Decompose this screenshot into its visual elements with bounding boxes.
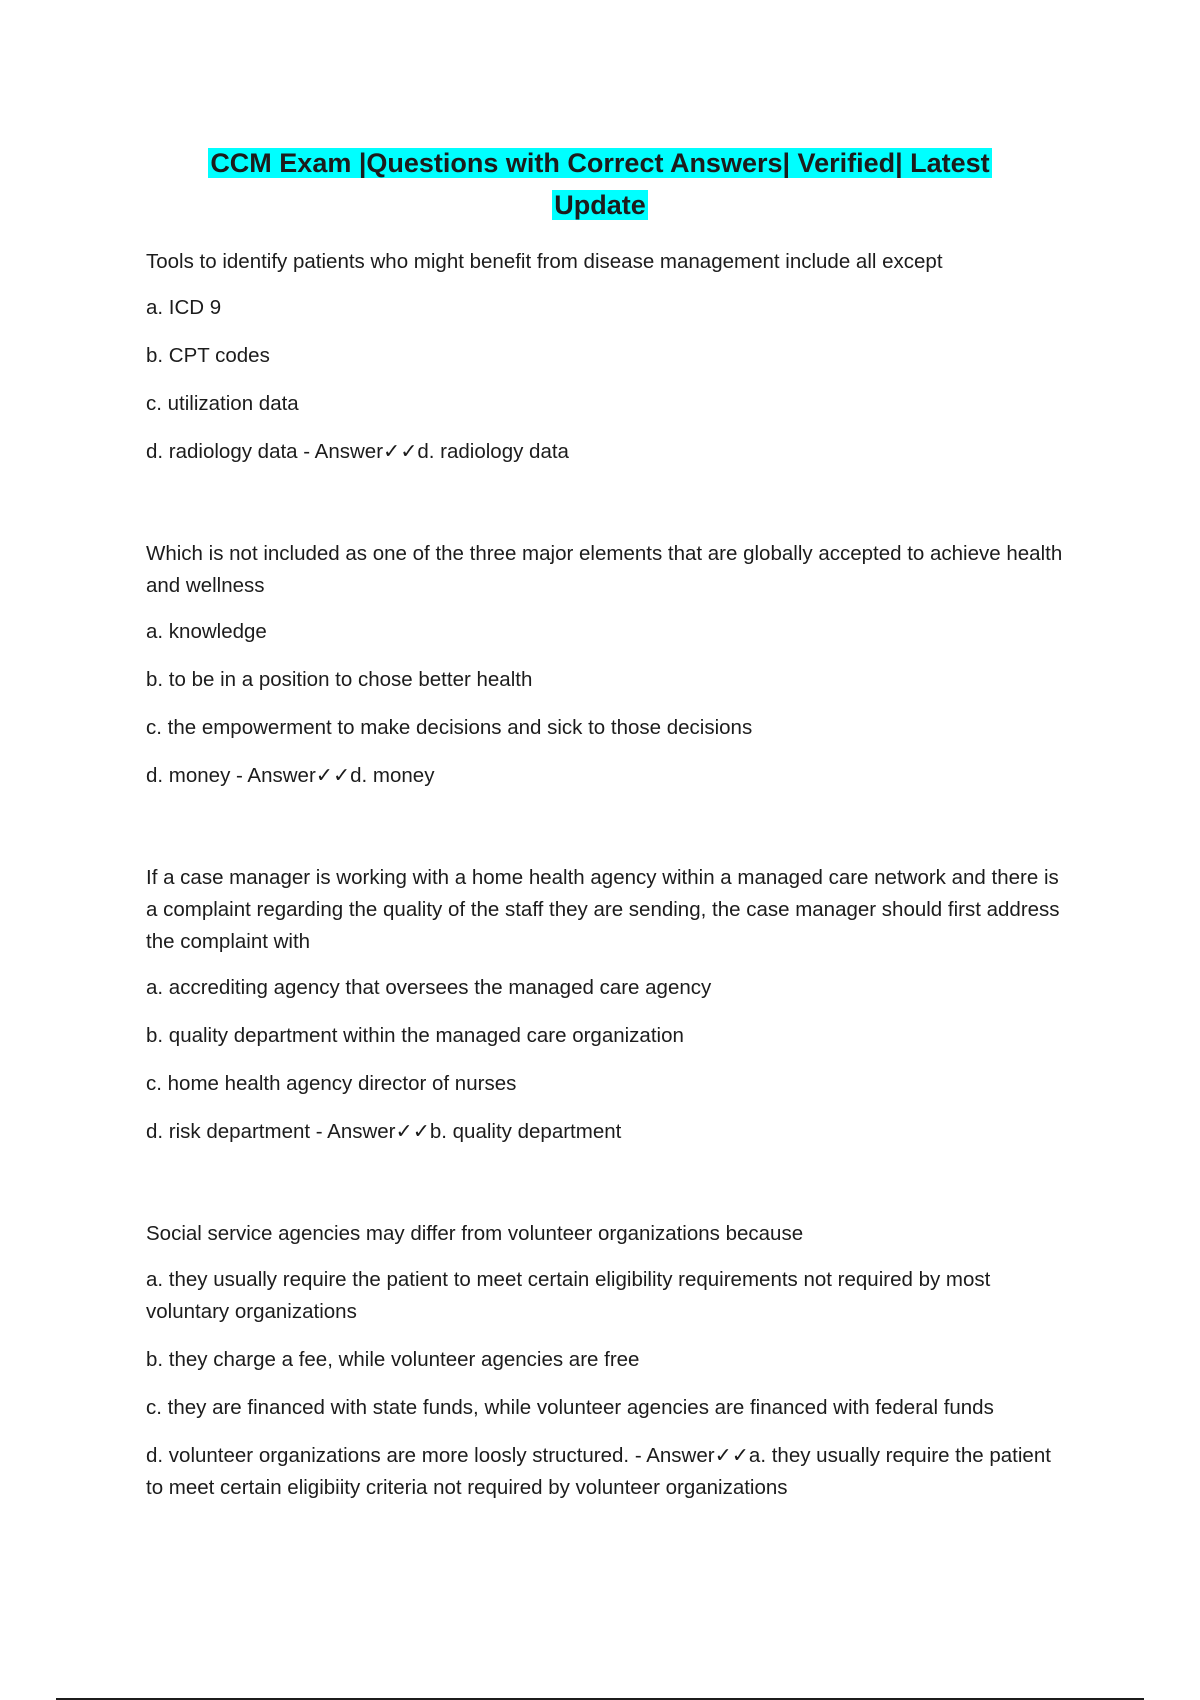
spacer	[146, 1164, 1066, 1218]
spacer	[146, 808, 1066, 862]
answer-option: c. they are financed with state funds, while volunteer agencies are financed with federal funds	[146, 1396, 994, 1419]
question-block	[146, 862, 1066, 1148]
answer-option: b. CPT codes	[146, 344, 270, 367]
questions-content	[146, 246, 1066, 1520]
answer-option-with-answer: d. risk department - Answer✓✓b. quality department	[146, 1120, 622, 1143]
answer-option-with-answer: d. money - Answer✓✓d. money	[146, 764, 435, 787]
answer-option: b. to be in a position to chose better health	[146, 668, 533, 691]
answer-option: a. ICD 9	[146, 296, 222, 319]
question-stem: Which is not included as one of the three major elements that are globally accepted to achieve health and wellness	[146, 542, 1063, 597]
answer-option: b. quality department within the managed care organization	[146, 1024, 684, 1047]
answer-option: a. knowledge	[146, 620, 267, 643]
answer-option-with-answer: d. volunteer organizations are more loosly structured. - Answer✓✓a. they usually require the patient to meet certain eligibiity criteria not required by volunteer organizations	[146, 1444, 1051, 1499]
question-block	[146, 538, 1066, 792]
answer-option: a. they usually require the patient to meet certain eligibility requirements not required by most voluntary organizations	[146, 1268, 991, 1323]
title-line-1: CCM Exam |Questions with Correct Answers| Verified| Latest	[210, 148, 990, 178]
answer-option: c. home health agency director of nurses	[146, 1072, 517, 1095]
question-stem: Tools to identify patients who might benefit from disease management include all except	[146, 250, 943, 273]
question-block	[146, 1218, 1066, 1504]
answer-option-with-answer: d. radiology data - Answer✓✓d. radiology data	[146, 440, 569, 463]
question-stem: If a case manager is working with a home health agency within a managed care network and there is a complaint regarding the quality of the staff they are sending, the case manager should first address the complaint with	[146, 866, 1060, 953]
answer-option: c. utilization data	[146, 392, 299, 415]
spacer	[146, 484, 1066, 538]
answer-option: c. the empowerment to make decisions and sick to those decisions	[146, 716, 753, 739]
answer-option: b. they charge a fee, while volunteer agencies are free	[146, 1348, 640, 1371]
question-stem: Social service agencies may differ from volunteer organizations because	[146, 1222, 804, 1245]
page-title	[150, 142, 1050, 226]
title-line-2: Update	[554, 190, 646, 220]
answer-option: a. accrediting agency that oversees the managed care agency	[146, 976, 712, 999]
question-block	[146, 246, 1066, 468]
